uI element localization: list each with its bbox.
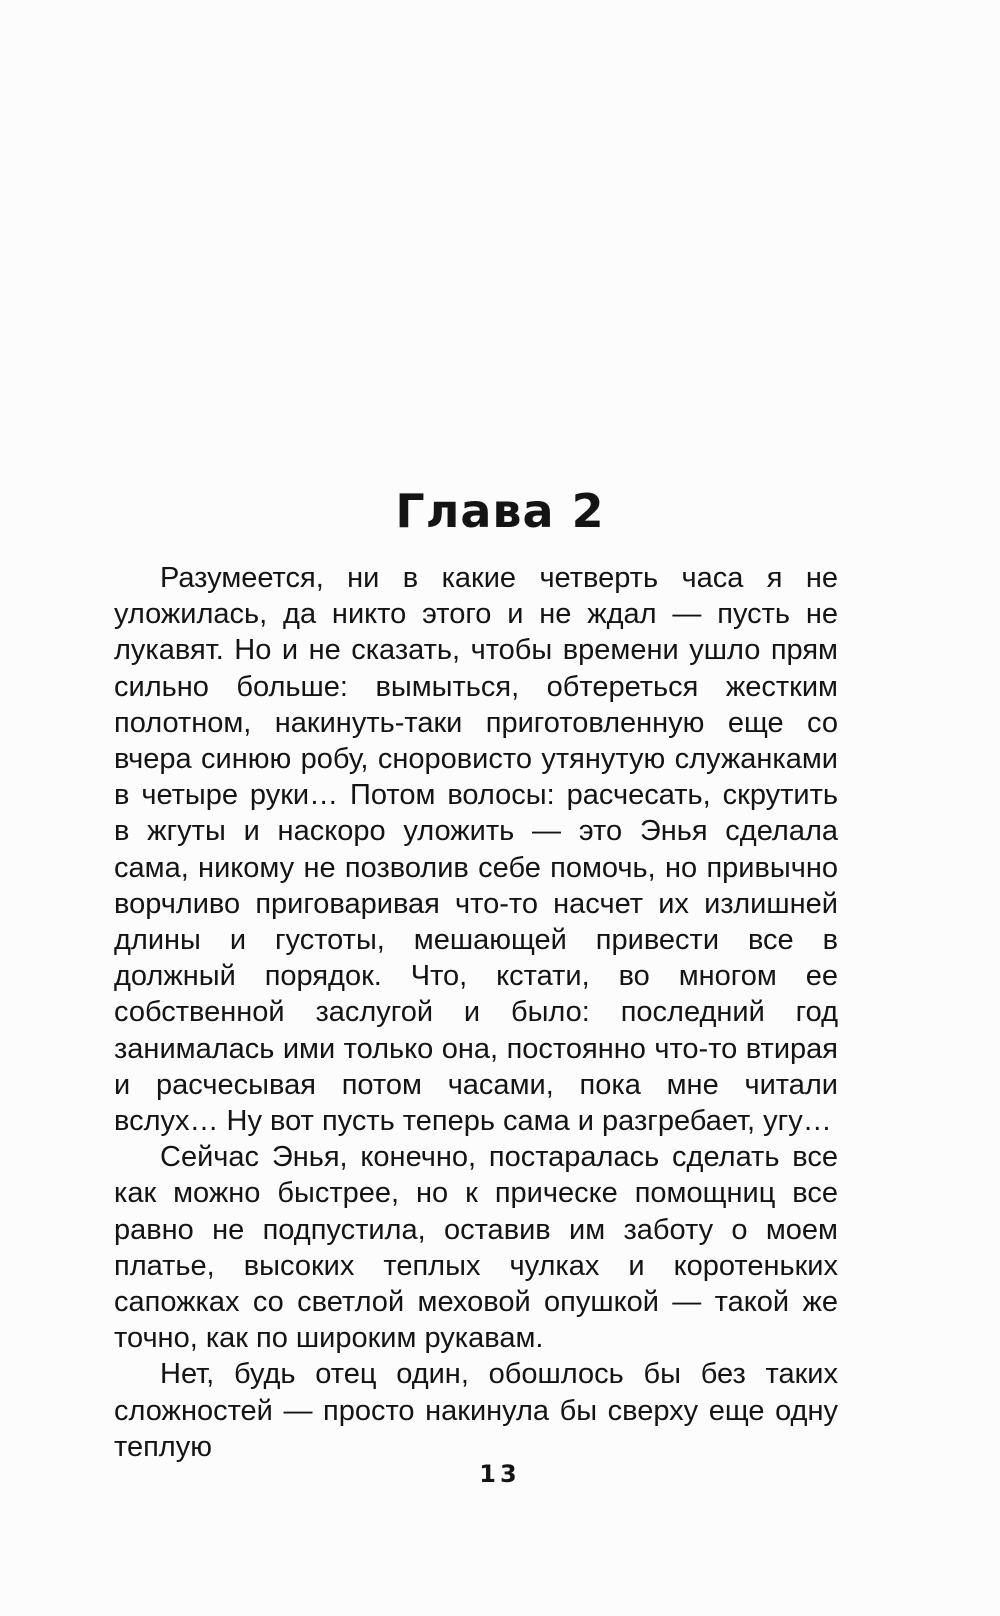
chapter-body — [114, 560, 838, 1465]
paragraph-3: Нет, будь отец один, обошлось бы без таких сложностей — просто накинула бы сверху еще одну теплую — [114, 1358, 838, 1463]
paragraph-2: Сейчас Энья, конечно, постаралась сделать все как можно быстрее, но к прическе помощниц все равно не подпустила, оставив им заботу о моем платье, высоких теплых чулках и коротеньких сапожках со светлой меховой опушкой — такой же точно, как по широким рукавам. — [114, 1141, 838, 1355]
page-number: 13 — [479, 1460, 521, 1488]
chapter-title: Глава 2 — [395, 484, 605, 538]
paragraph-1: Разумеется, ни в какие четверть часа я не уложилась, да никто этого и не ждал — пусть не лукавят. Но и не сказать, чтобы времени ушло прям сильно больше: вымыться, обтереться жестким полотном, накинуть-таки приготовленную еще со вчера синюю робу, сноровисто утянутую служанками в четыре руки… Потом волосы: расчесать, скрутить в жгуты и наскоро уложить — это Энья сделала сама, никому не позволив себе помочь, но привычно ворчливо приговаривая что-то насчет их излишней длины и густоты, мешающей привести все в должный порядок. Что, кстати, во многом ее собственной заслугой и было: последний год занималась ими только она, постоянно что-то втирая и расчесывая потом часами, пока мне читали вслух… Ну вот пусть теперь сама и разгребает, угу… — [114, 562, 838, 1138]
